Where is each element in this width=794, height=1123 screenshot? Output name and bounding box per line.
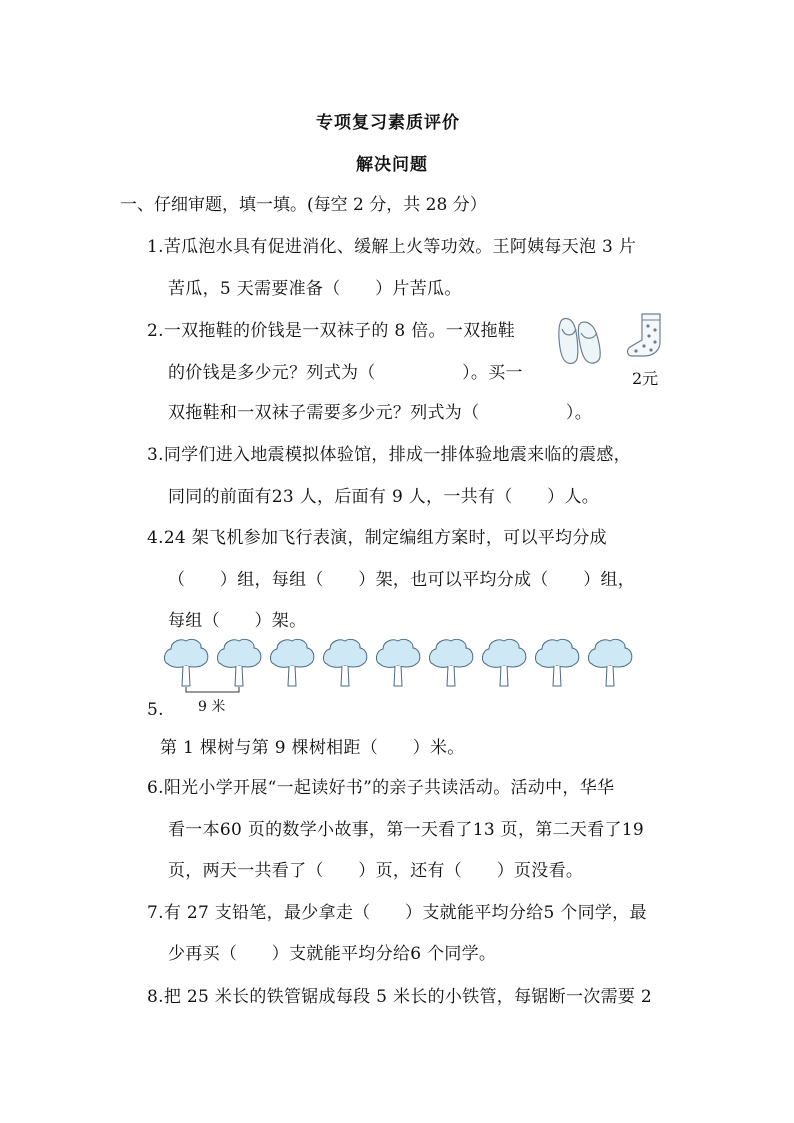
- q1-line-1: 1.苦瓜泡水具有促进消化、缓解上火等功效。王阿姨每天泡 3 片: [147, 237, 637, 257]
- sock-price-label: 2元: [632, 369, 659, 388]
- q4-line-1: 4.24 架飞机参加飞行表演，制定编组方案时，可以平均分成: [147, 528, 607, 548]
- tree-icon: [588, 639, 631, 686]
- q3-line-1: 3.同学们进入地震模拟体验馆，排成一排体验地震来临的震感，: [147, 445, 631, 465]
- q7-line-1: 7.有 27 支铅笔，最少拿走（ ）支就能平均分给5 个同学，最: [147, 903, 647, 923]
- page-subtitle: 解决问题: [356, 155, 428, 175]
- tree-icon: [217, 639, 260, 686]
- q2-line-2: 的价钱是多少元？列式为（ ）。买一: [168, 363, 523, 383]
- tree-icon: [376, 639, 419, 686]
- q4-line-3: 每组（ ）架。: [168, 611, 307, 631]
- tree-icon: [535, 639, 578, 686]
- tree-icon: [270, 639, 313, 686]
- distance-label: 9 米: [198, 699, 226, 715]
- q7-line-2: 少再买（ ）支就能平均分给6 个同学。: [168, 944, 497, 964]
- section-heading: 一、仔细审题，填一填。(每空 2 分，共 28 分）: [120, 195, 487, 215]
- q2-line-1: 2.一双拖鞋的价钱是一双袜子的 8 倍。一双拖鞋: [147, 321, 516, 341]
- q2-line-3: 双拖鞋和一双袜子需要多少元？列式为（ ）。: [168, 403, 592, 423]
- tree-icon: [164, 639, 207, 686]
- tree-icon: [482, 639, 525, 686]
- sock-image: [624, 312, 670, 360]
- q6-line-3: 页，两天一共看了（ ）页，还有（ ）页没看。: [168, 861, 584, 881]
- page-title: 专项复习素质评价: [316, 113, 460, 133]
- q5-number: 5.: [147, 700, 164, 720]
- q6-line-1: 6.阳光小学开展“一起读好书”的亲子共读活动。活动中，华华: [147, 778, 615, 798]
- q3-line-2: 同同的前面有23 人，后面有 9 人，一共有（ ）人。: [168, 487, 600, 507]
- q5-line-1: 第 1 棵树与第 9 棵树相距（ ）米。: [160, 738, 465, 758]
- tree-icon: [429, 639, 472, 686]
- slippers-image: [555, 315, 605, 367]
- q8-line-1: 8.把 25 米长的铁管锯成每段 5 米长的小铁管，每锯断一次需要 2: [147, 987, 653, 1007]
- tree-icon: [323, 639, 366, 686]
- q4-line-2: （ ）组，每组（ ）架，也可以平均分成（ ）组，: [168, 570, 636, 590]
- trees-illustration: [155, 636, 645, 696]
- q6-line-2: 看一本60 页的数学小故事，第一天看了13 页，第二天看了19: [168, 820, 645, 840]
- q1-line-2: 苦瓜，5 天需要准备（ ）片苦瓜。: [168, 279, 462, 299]
